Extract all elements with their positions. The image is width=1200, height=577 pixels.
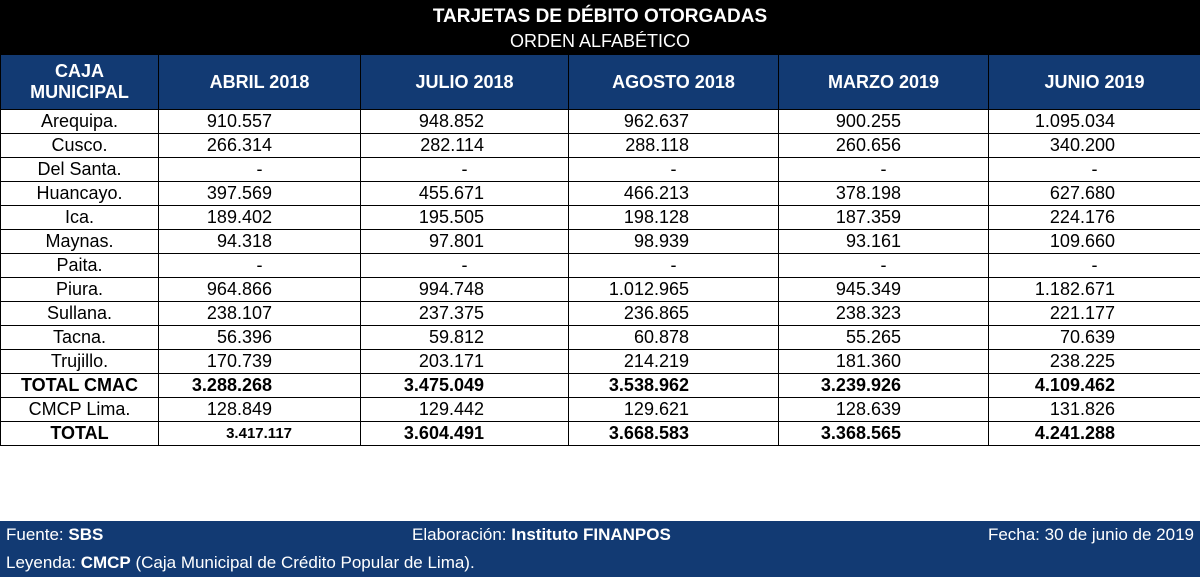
footer-row-2	[0, 549, 1200, 577]
row-value: -	[569, 158, 779, 182]
legend-label: Leyenda:	[6, 553, 81, 572]
row-value: 221.177	[989, 302, 1200, 326]
row-value: 3.604.491	[361, 422, 569, 446]
table-title: TARJETAS DE DÉBITO OTORGADAS	[432, 6, 768, 27]
row-value: 3.668.583	[569, 422, 779, 446]
row-name: TOTAL CMAC	[1, 374, 159, 398]
row-value: 340.200	[989, 134, 1200, 158]
row-name: Huancayo.	[1, 182, 159, 206]
row-value: -	[361, 254, 569, 278]
row-value: 948.852	[361, 110, 569, 134]
elaboration-label: Elaboración:	[412, 525, 512, 544]
row-value: 109.660	[989, 230, 1200, 254]
row-value: 93.161	[779, 230, 989, 254]
row-value: 55.265	[779, 326, 989, 350]
header-caja-line1: CAJA	[54, 61, 104, 81]
date-note: Fecha: 30 de junio de 2019	[987, 525, 1194, 544]
source-label: Fuente:	[6, 525, 69, 544]
elaboration-note	[412, 521, 671, 549]
header-caja-municipal	[1, 55, 159, 110]
row-value: 203.171	[361, 350, 569, 374]
header-period: ABRIL 2018	[159, 55, 361, 110]
row-value: 378.198	[779, 182, 989, 206]
footer-row-1	[0, 521, 1200, 549]
table-row	[1, 230, 1200, 254]
row-value: 964.866	[159, 278, 361, 302]
table-row	[1, 326, 1200, 350]
row-value: 1.182.671	[989, 278, 1200, 302]
table-row	[1, 110, 1200, 134]
table-row	[1, 158, 1200, 182]
header-caja-line2: MUNICIPAL	[30, 82, 129, 102]
row-value: 3.538.962	[569, 374, 779, 398]
row-value: 260.656	[779, 134, 989, 158]
row-value: 237.375	[361, 302, 569, 326]
row-value: -	[779, 254, 989, 278]
row-value: 1.012.965	[569, 278, 779, 302]
table-row	[1, 182, 1200, 206]
table-row	[1, 278, 1200, 302]
row-value: 3.288.268	[159, 374, 361, 398]
table-row	[1, 350, 1200, 374]
row-value: -	[989, 254, 1200, 278]
row-value: -	[159, 254, 361, 278]
row-value: 224.176	[989, 206, 1200, 230]
row-value: 189.402	[159, 206, 361, 230]
footer	[0, 521, 1200, 577]
row-value: 59.812	[361, 326, 569, 350]
table-row	[1, 254, 1200, 278]
row-value: 4.109.462	[989, 374, 1200, 398]
row-value: 198.128	[569, 206, 779, 230]
debit-cards-table	[0, 54, 1200, 446]
row-value: 910.557	[159, 110, 361, 134]
row-value: 994.748	[361, 278, 569, 302]
row-value: 60.878	[569, 326, 779, 350]
legend-abbr: CMCP	[80, 553, 131, 572]
row-value: 466.213	[569, 182, 779, 206]
row-value: -	[569, 254, 779, 278]
row-name: Trujillo.	[1, 350, 159, 374]
row-value: 97.801	[361, 230, 569, 254]
header-period: AGOSTO 2018	[569, 55, 779, 110]
row-value: 195.505	[361, 206, 569, 230]
row-value: 4.241.288	[989, 422, 1200, 446]
total-row	[1, 422, 1200, 446]
row-name: Cusco.	[1, 134, 159, 158]
row-value: 94.318	[159, 230, 361, 254]
row-value: 238.107	[159, 302, 361, 326]
table-body	[1, 110, 1200, 446]
row-value: -	[989, 158, 1200, 182]
row-value: 128.639	[779, 398, 989, 422]
source-note	[6, 521, 103, 549]
row-value: 627.680	[989, 182, 1200, 206]
row-value: 238.225	[989, 350, 1200, 374]
row-value: 56.396	[159, 326, 361, 350]
row-value: 214.219	[569, 350, 779, 374]
row-name: Arequipa.	[1, 110, 159, 134]
row-value: 455.671	[361, 182, 569, 206]
row-value: 397.569	[159, 182, 361, 206]
row-value: 3.417.117	[159, 422, 361, 446]
elaboration-value: Instituto FINANPOS	[511, 525, 671, 544]
header-period: MARZO 2019	[779, 55, 989, 110]
row-value: -	[779, 158, 989, 182]
row-name: Maynas.	[1, 230, 159, 254]
row-value: 266.314	[159, 134, 361, 158]
row-value: 962.637	[569, 110, 779, 134]
legend-desc: (Caja Municipal de Crédito Popular de Lima).	[130, 553, 475, 572]
table-row	[1, 134, 1200, 158]
row-value: 128.849	[159, 398, 361, 422]
cmcp-row	[1, 398, 1200, 422]
title-bar	[0, 0, 1200, 54]
table-row	[1, 206, 1200, 230]
row-value: 900.255	[779, 110, 989, 134]
row-value: 945.349	[779, 278, 989, 302]
total-cmac-row	[1, 374, 1200, 398]
row-name: TOTAL	[1, 422, 159, 446]
row-value: 282.114	[361, 134, 569, 158]
table-subtitle: ORDEN ALFABÉTICO	[509, 31, 691, 51]
row-value: 288.118	[569, 134, 779, 158]
row-value: 129.442	[361, 398, 569, 422]
row-value: 129.621	[569, 398, 779, 422]
row-name: CMCP Lima.	[1, 398, 159, 422]
legend-note	[6, 549, 475, 577]
row-value: 131.826	[989, 398, 1200, 422]
row-value: 187.359	[779, 206, 989, 230]
row-name: Sullana.	[1, 302, 159, 326]
header-period: JULIO 2018	[361, 55, 569, 110]
row-value: 1.095.034	[989, 110, 1200, 134]
row-name: Piura.	[1, 278, 159, 302]
row-value: -	[361, 158, 569, 182]
row-name: Ica.	[1, 206, 159, 230]
row-value: 70.639	[989, 326, 1200, 350]
row-name: Tacna.	[1, 326, 159, 350]
row-value: -	[159, 158, 361, 182]
header-period: JUNIO 2019	[989, 55, 1200, 110]
row-value: 170.739	[159, 350, 361, 374]
row-value: 181.360	[779, 350, 989, 374]
row-value: 236.865	[569, 302, 779, 326]
row-value: 3.239.926	[779, 374, 989, 398]
header-row	[1, 55, 1200, 110]
row-value: 3.368.565	[779, 422, 989, 446]
row-value: 98.939	[569, 230, 779, 254]
source-value: SBS	[68, 525, 104, 544]
row-name: Del Santa.	[1, 158, 159, 182]
table-row	[1, 302, 1200, 326]
row-value: 238.323	[779, 302, 989, 326]
row-name: Paita.	[1, 254, 159, 278]
row-value: 3.475.049	[361, 374, 569, 398]
